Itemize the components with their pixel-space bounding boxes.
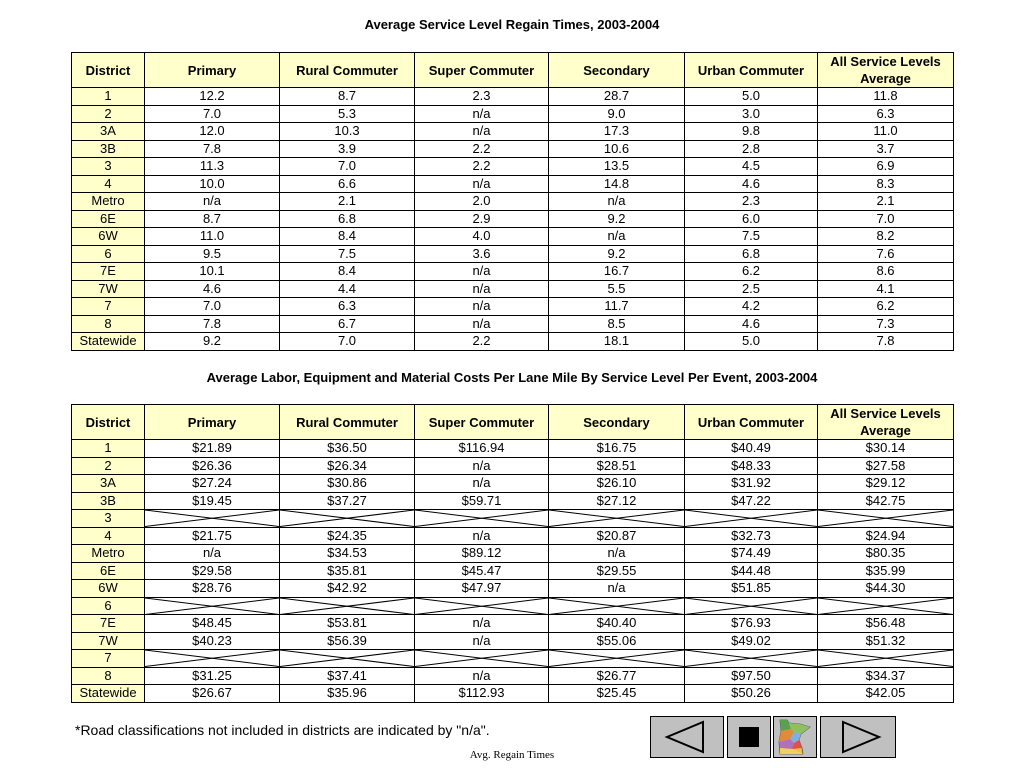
table-cell: $44.30: [818, 580, 954, 598]
table-row: [72, 545, 954, 563]
table-cell: $29.58: [145, 562, 280, 580]
table-cell: 3.9: [280, 140, 415, 158]
table2-title: Average Labor, Equipment and Material Costs Per Lane Mile By Service Level Per Event, 2003-2004: [206, 370, 818, 385]
district-cell: Statewide: [72, 333, 145, 351]
table-cell: 2.8: [685, 140, 818, 158]
table-cell: $59.71: [415, 492, 549, 510]
table-cell: 8.3: [818, 175, 954, 193]
table-row: [72, 315, 954, 333]
table-cell: $34.37: [818, 667, 954, 685]
district-cell: 7E: [72, 263, 145, 281]
district-cell: 8: [72, 315, 145, 333]
table-cell: 8.7: [145, 210, 280, 228]
slide-caption: Avg. Regain Times: [469, 749, 555, 761]
column-header: Primary: [145, 405, 280, 440]
table-cell: 8.7: [280, 88, 415, 106]
table-cell: $21.75: [145, 527, 280, 545]
table-cell: $21.89: [145, 440, 280, 458]
table-cell: $80.35: [818, 545, 954, 563]
table-cell: $29.55: [549, 562, 685, 580]
table-cell: 6.3: [280, 298, 415, 316]
table-header-row: [72, 405, 954, 440]
table-cell: 7.6: [818, 245, 954, 263]
table-cell: 6.8: [685, 245, 818, 263]
table-cell: 7.0: [280, 158, 415, 176]
column-header: District: [72, 53, 145, 88]
table-cell: $26.77: [549, 667, 685, 685]
table-row: [72, 193, 954, 211]
table-row: [72, 158, 954, 176]
table-cell: 2.9: [415, 210, 549, 228]
table-cell: 3.7: [818, 140, 954, 158]
district-cell: 6: [72, 245, 145, 263]
table-cell: 2.3: [685, 193, 818, 211]
table-cell: 9.5: [145, 245, 280, 263]
table-cell: $48.45: [145, 615, 280, 633]
crossed-out-cell: [685, 597, 818, 615]
crossed-out-cell: [818, 510, 954, 528]
table-cell: $49.02: [685, 632, 818, 650]
table-cell: 28.7: [549, 88, 685, 106]
district-cell: 4: [72, 527, 145, 545]
table-cell: 4.0: [415, 228, 549, 246]
table-row: [72, 228, 954, 246]
table-cell: 7.0: [145, 105, 280, 123]
district-cell: 1: [72, 88, 145, 106]
table-cell: $32.73: [685, 527, 818, 545]
table-cell: n/a: [415, 263, 549, 281]
table-cell: $29.12: [818, 475, 954, 493]
table-cell: 9.2: [145, 333, 280, 351]
table-cell: $42.92: [280, 580, 415, 598]
table-cell: $47.97: [415, 580, 549, 598]
table-row: [72, 597, 954, 615]
table-cell: 10.1: [145, 263, 280, 281]
table-cell: 7.0: [145, 298, 280, 316]
column-header: Rural Commuter: [280, 53, 415, 88]
table-cell: 6.2: [818, 298, 954, 316]
table-cell: n/a: [415, 632, 549, 650]
table-row: [72, 580, 954, 598]
table-row: [72, 667, 954, 685]
table-row: [72, 333, 954, 351]
table-row: [72, 440, 954, 458]
table-cell: $34.53: [280, 545, 415, 563]
table-cell: 17.3: [549, 123, 685, 141]
table-cell: $89.12: [415, 545, 549, 563]
table-row: [72, 123, 954, 141]
table-cell: 11.8: [818, 88, 954, 106]
table-row: [72, 650, 954, 668]
table-row: [72, 140, 954, 158]
table-cell: $27.12: [549, 492, 685, 510]
table-cell: $35.96: [280, 685, 415, 703]
table-cell: 8.6: [818, 263, 954, 281]
table-cell: $53.81: [280, 615, 415, 633]
table-cell: 7.5: [685, 228, 818, 246]
table-cell: $56.39: [280, 632, 415, 650]
district-cell: 2: [72, 457, 145, 475]
table-cell: $35.81: [280, 562, 415, 580]
table-row: [72, 105, 954, 123]
table-cell: 2.2: [415, 333, 549, 351]
table-cell: 14.8: [549, 175, 685, 193]
table-row: [72, 492, 954, 510]
table-cell: $35.99: [818, 562, 954, 580]
footnote: *Road classifications not included in districts are indicated by "n/a".: [75, 722, 490, 738]
table-cell: 8.2: [818, 228, 954, 246]
crossed-out-cell: [415, 650, 549, 668]
table-cell: $112.93: [415, 685, 549, 703]
district-cell: 7: [72, 650, 145, 668]
table-row: [72, 457, 954, 475]
table-cell: 10.3: [280, 123, 415, 141]
column-header: District: [72, 405, 145, 440]
table-cell: 12.0: [145, 123, 280, 141]
crossed-out-cell: [280, 597, 415, 615]
crossed-out-cell: [818, 597, 954, 615]
table-cell: 6.9: [818, 158, 954, 176]
table-row: [72, 88, 954, 106]
table-cell: 7.8: [818, 333, 954, 351]
table-cell: 10.6: [549, 140, 685, 158]
table-cell: 2.1: [818, 193, 954, 211]
table-cell: $31.92: [685, 475, 818, 493]
table-cell: n/a: [415, 123, 549, 141]
table-cell: 3.0: [685, 105, 818, 123]
table-cell: $51.32: [818, 632, 954, 650]
table-cell: $30.14: [818, 440, 954, 458]
table-cell: 11.3: [145, 158, 280, 176]
table-cell: 3.6: [415, 245, 549, 263]
table-cell: 6.6: [280, 175, 415, 193]
table-cell: 8.4: [280, 228, 415, 246]
crossed-out-cell: [415, 597, 549, 615]
table-cell: $20.87: [549, 527, 685, 545]
table-cell: 10.0: [145, 175, 280, 193]
previous-button[interactable]: [650, 716, 724, 758]
table-cell: 6.0: [685, 210, 818, 228]
table-row: [72, 475, 954, 493]
table-cell: 4.6: [145, 280, 280, 298]
table-cell: n/a: [415, 175, 549, 193]
district-cell: 8: [72, 667, 145, 685]
table-cell: $28.51: [549, 457, 685, 475]
table-cell: $40.23: [145, 632, 280, 650]
table-row: [72, 263, 954, 281]
table-cell: 2.3: [415, 88, 549, 106]
table-cell: $48.33: [685, 457, 818, 475]
table-cell: n/a: [415, 667, 549, 685]
table-cell: $45.47: [415, 562, 549, 580]
table-row: [72, 632, 954, 650]
table-cell: $19.45: [145, 492, 280, 510]
table-cell: n/a: [145, 193, 280, 211]
table-cell: $51.85: [685, 580, 818, 598]
district-cell: 6E: [72, 210, 145, 228]
district-cell: 7: [72, 298, 145, 316]
district-cell: 6: [72, 597, 145, 615]
table-cell: 11.0: [145, 228, 280, 246]
table-row: [72, 562, 954, 580]
table-cell: 2.2: [415, 140, 549, 158]
district-cell: 3A: [72, 123, 145, 141]
table-cell: 9.2: [549, 210, 685, 228]
table-cell: 7.5: [280, 245, 415, 263]
table-cell: $40.40: [549, 615, 685, 633]
table-cell: 12.2: [145, 88, 280, 106]
table-cell: 18.1: [549, 333, 685, 351]
district-cell: 6W: [72, 580, 145, 598]
costs-per-lane-mile-table: [71, 404, 954, 703]
table-cell: $27.58: [818, 457, 954, 475]
column-header: Rural Commuter: [280, 405, 415, 440]
table-row: [72, 245, 954, 263]
table-cell: n/a: [415, 527, 549, 545]
district-cell: Metro: [72, 193, 145, 211]
crossed-out-cell: [280, 650, 415, 668]
table-cell: 6.2: [685, 263, 818, 281]
table-cell: $30.86: [280, 475, 415, 493]
table-cell: $37.41: [280, 667, 415, 685]
table-cell: n/a: [415, 315, 549, 333]
table-cell: $55.06: [549, 632, 685, 650]
table-cell: n/a: [415, 457, 549, 475]
table-cell: 7.0: [818, 210, 954, 228]
crossed-out-cell: [145, 650, 280, 668]
district-cell: Metro: [72, 545, 145, 563]
table-header-row: [72, 53, 954, 88]
column-header: All Service Levels Average: [818, 405, 954, 440]
table-cell: $26.67: [145, 685, 280, 703]
crossed-out-cell: [549, 510, 685, 528]
table-cell: 2.1: [280, 193, 415, 211]
table-cell: $56.48: [818, 615, 954, 633]
table-cell: 11.0: [818, 123, 954, 141]
table-cell: $26.34: [280, 457, 415, 475]
table-cell: $24.35: [280, 527, 415, 545]
table-cell: 13.5: [549, 158, 685, 176]
table-cell: $76.93: [685, 615, 818, 633]
table-cell: 7.0: [280, 333, 415, 351]
table-cell: 4.4: [280, 280, 415, 298]
table-cell: n/a: [549, 193, 685, 211]
home-button[interactable]: [773, 716, 817, 758]
table-cell: $16.75: [549, 440, 685, 458]
table-cell: 6.3: [818, 105, 954, 123]
district-cell: 6E: [72, 562, 145, 580]
table-cell: $116.94: [415, 440, 549, 458]
table-cell: $24.94: [818, 527, 954, 545]
table-row: [72, 175, 954, 193]
table-cell: n/a: [549, 580, 685, 598]
crossed-out-cell: [549, 597, 685, 615]
district-cell: 3: [72, 158, 145, 176]
table-row: [72, 615, 954, 633]
district-cell: 6W: [72, 228, 145, 246]
table-cell: 6.7: [280, 315, 415, 333]
column-header: Super Commuter: [415, 53, 549, 88]
table-cell: $50.26: [685, 685, 818, 703]
crossed-out-cell: [685, 650, 818, 668]
table-cell: $31.25: [145, 667, 280, 685]
district-cell: 3B: [72, 140, 145, 158]
table-cell: $42.75: [818, 492, 954, 510]
table-cell: 9.2: [549, 245, 685, 263]
table-cell: 4.1: [818, 280, 954, 298]
table-cell: $25.45: [549, 685, 685, 703]
regain-times-table: [71, 52, 954, 351]
table-cell: 5.0: [685, 88, 818, 106]
district-cell: 2: [72, 105, 145, 123]
table-cell: $97.50: [685, 667, 818, 685]
right-triangle-icon: [821, 717, 895, 757]
crossed-out-cell: [145, 597, 280, 615]
district-cell: 3: [72, 510, 145, 528]
district-cell: 7W: [72, 632, 145, 650]
crossed-out-cell: [415, 510, 549, 528]
table-cell: 4.5: [685, 158, 818, 176]
table-cell: n/a: [415, 280, 549, 298]
table-cell: 8.5: [549, 315, 685, 333]
district-cell: 7W: [72, 280, 145, 298]
table-row: [72, 527, 954, 545]
table-row: [72, 685, 954, 703]
table-cell: n/a: [145, 545, 280, 563]
next-button[interactable]: [820, 716, 896, 758]
table-cell: 4.6: [685, 175, 818, 193]
table-cell: 7.8: [145, 140, 280, 158]
table-cell: 4.6: [685, 315, 818, 333]
table-cell: 2.2: [415, 158, 549, 176]
table-cell: $74.49: [685, 545, 818, 563]
table-row: [72, 510, 954, 528]
column-header: Secondary: [549, 53, 685, 88]
table-cell: 16.7: [549, 263, 685, 281]
table-cell: 5.3: [280, 105, 415, 123]
table-row: [72, 298, 954, 316]
minnesota-map-icon: [774, 717, 816, 757]
table-cell: $28.76: [145, 580, 280, 598]
column-header: Urban Commuter: [685, 405, 818, 440]
district-cell: 1: [72, 440, 145, 458]
table-cell: $44.48: [685, 562, 818, 580]
left-triangle-icon: [651, 717, 723, 757]
crossed-out-cell: [685, 510, 818, 528]
district-cell: Statewide: [72, 685, 145, 703]
table-cell: $47.22: [685, 492, 818, 510]
table-cell: n/a: [415, 615, 549, 633]
table1-title: Average Service Level Regain Times, 2003-2004: [364, 17, 660, 32]
table-cell: $40.49: [685, 440, 818, 458]
district-cell: 3B: [72, 492, 145, 510]
table-cell: 4.2: [685, 298, 818, 316]
table-cell: 7.8: [145, 315, 280, 333]
column-header: All Service Levels Average: [818, 53, 954, 88]
navigation-bar: [650, 716, 896, 760]
crossed-out-cell: [145, 510, 280, 528]
table-cell: 2.0: [415, 193, 549, 211]
table-cell: 5.5: [549, 280, 685, 298]
district-cell: 4: [72, 175, 145, 193]
column-header: Primary: [145, 53, 280, 88]
table-cell: 9.0: [549, 105, 685, 123]
table-cell: n/a: [415, 105, 549, 123]
district-cell: 7E: [72, 615, 145, 633]
table-cell: $27.24: [145, 475, 280, 493]
crossed-out-cell: [549, 650, 685, 668]
table-cell: 2.5: [685, 280, 818, 298]
table-cell: $36.50: [280, 440, 415, 458]
table-cell: $42.05: [818, 685, 954, 703]
crossed-out-cell: [818, 650, 954, 668]
table-cell: 11.7: [549, 298, 685, 316]
table-cell: 9.8: [685, 123, 818, 141]
column-header: Urban Commuter: [685, 53, 818, 88]
column-header: Super Commuter: [415, 405, 549, 440]
table-cell: $26.36: [145, 457, 280, 475]
crossed-out-cell: [280, 510, 415, 528]
table-cell: 5.0: [685, 333, 818, 351]
table-cell: n/a: [415, 475, 549, 493]
table-cell: n/a: [549, 545, 685, 563]
table-cell: $26.10: [549, 475, 685, 493]
table-cell: n/a: [415, 298, 549, 316]
stop-button[interactable]: [727, 716, 771, 758]
square-icon: [728, 717, 770, 757]
column-header: Secondary: [549, 405, 685, 440]
table-row: [72, 210, 954, 228]
table-cell: n/a: [549, 228, 685, 246]
table-cell: 8.4: [280, 263, 415, 281]
table-cell: 7.3: [818, 315, 954, 333]
table-row: [72, 280, 954, 298]
district-cell: 3A: [72, 475, 145, 493]
table-cell: 6.8: [280, 210, 415, 228]
table-cell: $37.27: [280, 492, 415, 510]
